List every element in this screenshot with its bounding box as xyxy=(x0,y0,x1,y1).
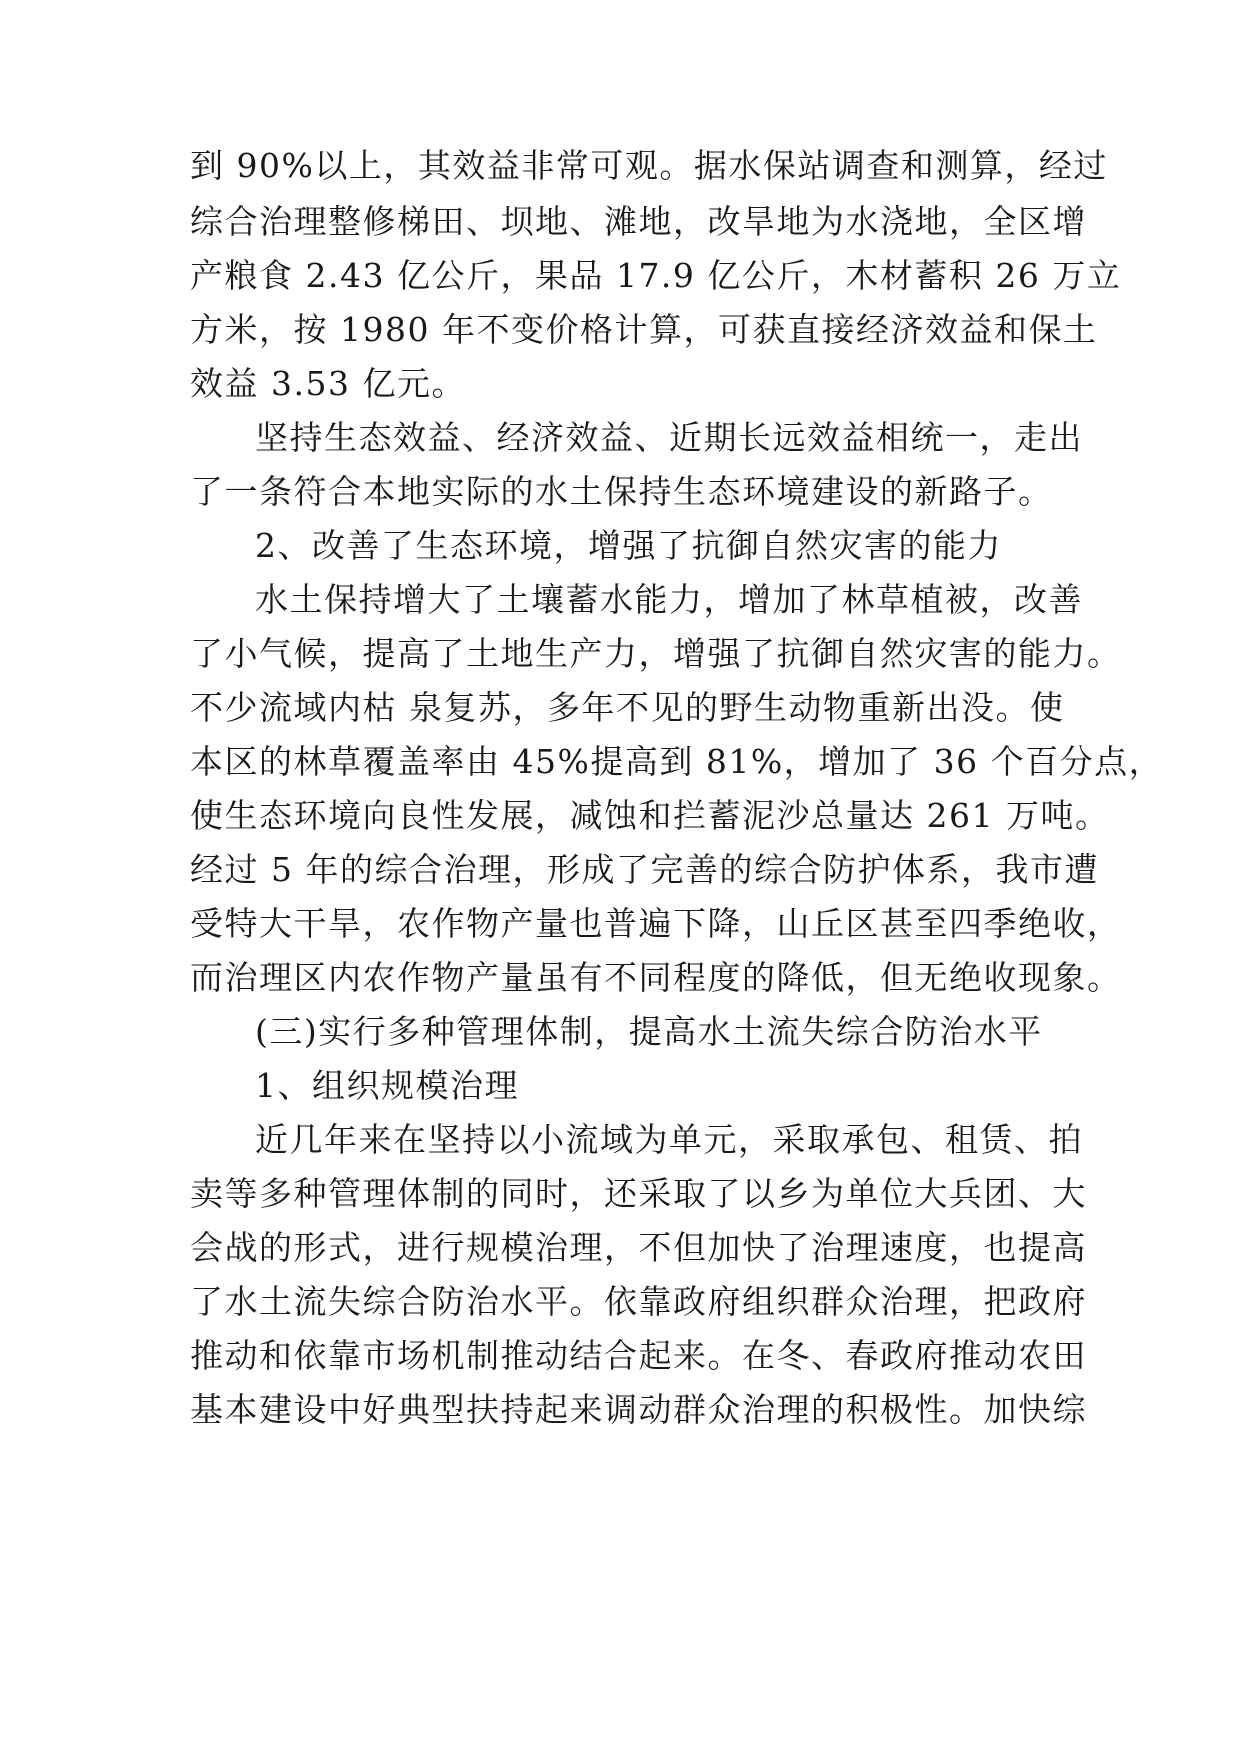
text-line-4: 方米，按 1980 年不变价格计算，可获直接经济效益和保土 xyxy=(190,310,1098,349)
text-line-7: 了一条符合本地实际的水土保持生态环境建设的新路子。 xyxy=(190,472,1053,511)
text-line-22: 了水土流失综合防治水平。依靠政府组织群众治理，把政府 xyxy=(190,1282,1087,1321)
text-line-24: 基本建设中好典型扶持起来调动群众治理的积极性。加快综 xyxy=(190,1390,1087,1429)
subsection-heading-1: 1、组织规模治理 xyxy=(255,1066,519,1105)
text-line-2: 综合治理整修梯田、坝地、滩地，改旱地为水浇地，全区增 xyxy=(190,202,1087,241)
text-line-6: 坚持生态效益、经济效益、近期长远效益相统一，走出 xyxy=(255,418,1083,457)
section-heading-3: (三)实行多种管理体制，提高水土流失综合防治水平 xyxy=(255,1012,1043,1051)
section-heading-2: 2、改善了生态环境，增强了抗御自然灾害的能力 xyxy=(255,526,1002,565)
text-line-16: 而治理区内农作物产量虽有不同程度的降低，但无绝收现象。 xyxy=(190,958,1122,997)
text-line-1: 到 90%以上，其效益非常可观。据水保站调查和测算，经过 xyxy=(190,146,1108,185)
text-line-12: 本区的林草覆盖率由 45%提高到 81%，增加了 36 个百分点， xyxy=(190,742,1164,781)
text-line-9: 水土保持增大了土壤蓄水能力，增加了林草植被，改善 xyxy=(255,580,1083,619)
text-line-5: 效益 3.53 亿元。 xyxy=(190,364,466,403)
text-line-23: 推动和依靠市场机制推动结合起来。在冬、春政府推动农田 xyxy=(190,1336,1087,1375)
text-line-15: 受特大干旱，农作物产量也普遍下降，山丘区甚至四季绝收， xyxy=(190,904,1122,943)
text-line-20: 卖等多种管理体制的同时，还采取了以乡为单位大兵团、大 xyxy=(190,1174,1087,1213)
text-line-3: 产粮食 2.43 亿公斤，果品 17.9 亿公斤，木材蓄积 26 万立 xyxy=(190,256,1122,295)
text-line-14: 经过 5 年的综合治理，形成了完善的综合防护体系，我市遭 xyxy=(190,850,1099,889)
text-line-13: 使生态环境向良性发展，减蚀和拦蓄泥沙总量达 261 万吨。 xyxy=(190,796,1110,835)
text-line-11: 不少流域内枯 泉复苏，多年不见的野生动物重新出没。使 xyxy=(190,688,1065,727)
text-line-21: 会战的形式，进行规模治理，不但加快了治理速度，也提高 xyxy=(190,1228,1087,1267)
text-line-10: 了小气候，提高了土地生产力，增强了抗御自然灾害的能力。 xyxy=(190,634,1122,673)
text-line-19: 近几年来在坚持以小流域为单元，采取承包、租赁、拍 xyxy=(255,1120,1083,1159)
